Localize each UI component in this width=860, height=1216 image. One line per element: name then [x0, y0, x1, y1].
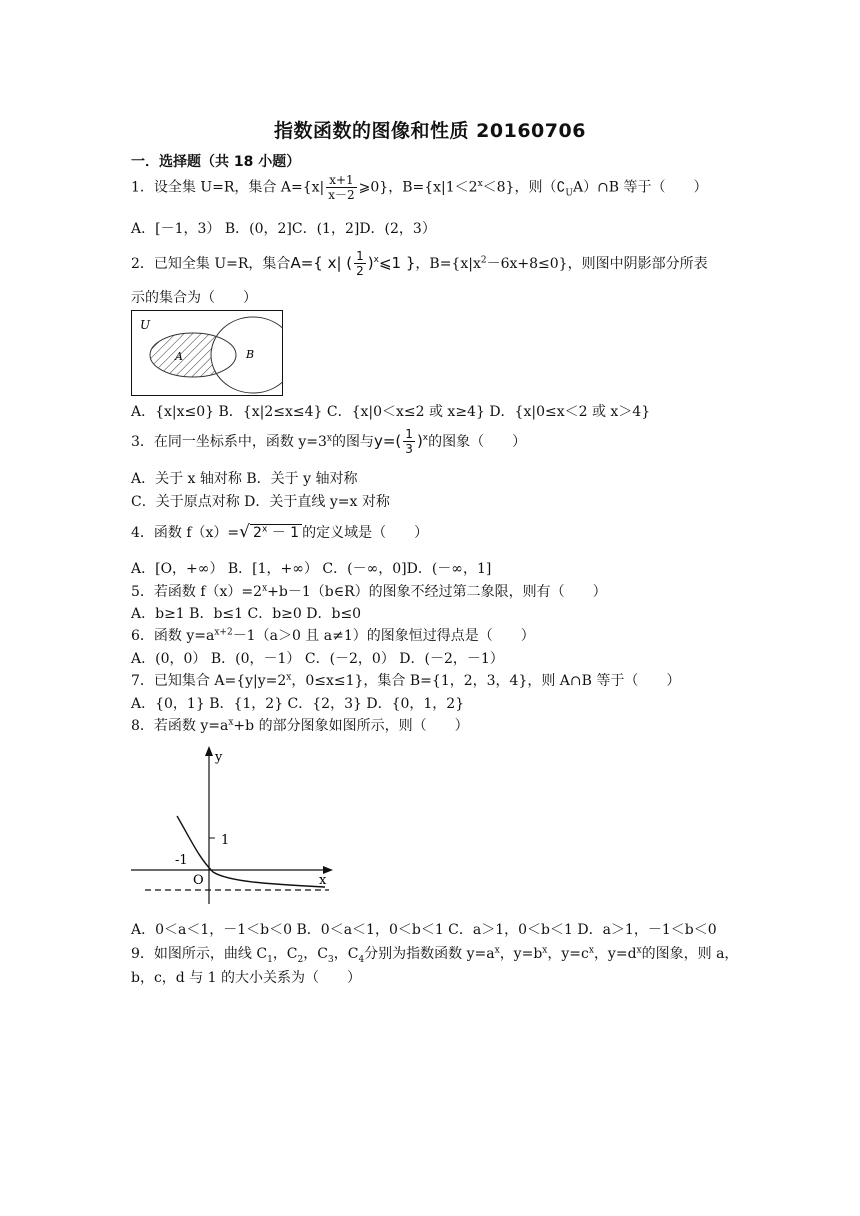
q9-sub-2: 2 — [297, 954, 304, 965]
q3-text-a: 3．在同一坐标系中，函数 y=3 — [131, 434, 327, 450]
q2-text-f: －6x+8≤0}，则图中阴影部分所表 — [486, 256, 708, 272]
q7-text-b: ，0≤x≤1}，集合 B={1，2，3，4}，则 A∩B 等于（ ） — [291, 673, 681, 689]
q2-fraction-num: 1 — [356, 249, 364, 263]
question-9 — [131, 943, 738, 965]
q1-sup: x — [477, 178, 483, 189]
q6-text-b: －1（a＞0 且 a≠1）的图象恒过得点是（ ） — [232, 628, 535, 644]
q6-text-a: 6．函数 y=a — [131, 628, 215, 644]
shaded-region — [131, 310, 283, 396]
page-title: 指数函数的图像和性质 20160706 — [274, 120, 586, 142]
q2-sup2: 2 — [480, 255, 487, 266]
q9-text-d: ，C — [333, 946, 359, 962]
q3-fraction-num: 1 — [405, 427, 413, 441]
q7-sup: x — [286, 672, 292, 683]
q1-text-d: A）∩B 等于（ ） — [572, 179, 708, 196]
q3-sup2: x — [422, 433, 429, 443]
q4-sup: x — [261, 524, 268, 535]
q3-fraction — [403, 428, 415, 455]
q5-options: A．b≥1 B．b≤1 C．b≥0 D．b≤0 — [131, 606, 362, 622]
question-7 — [131, 670, 680, 690]
q3-fraction-den: 3 — [405, 442, 413, 456]
q3-text-b: 的图与 — [331, 434, 374, 450]
section-heading: 一．选择题（共 18 小题） — [131, 154, 301, 170]
q4-rad-rest: － 1 — [267, 525, 300, 541]
q2-text-b: A={ x| ( — [290, 254, 353, 272]
q3-text-c: y=( — [373, 432, 402, 450]
q1-fraction-num: x+1 — [326, 174, 356, 188]
q2-fraction-den: 2 — [356, 264, 364, 278]
y-tick-label-1: 1 — [221, 833, 230, 848]
q3-options-1: A．关于 x 轴对称 B．关于 y 轴对称 — [131, 471, 358, 487]
q9-text-c: ，C — [303, 946, 328, 962]
q8-sup: x — [228, 717, 234, 728]
q9-sub-1: 1 — [267, 954, 273, 965]
q1-text-c: ＜8}，则（∁ — [482, 179, 566, 196]
q8-text-a: 8．若函数 y=a — [131, 718, 229, 734]
q9-text-e: 分别为指数函数 y=a — [364, 946, 495, 962]
q4-text-b: 的定义域是（ ） — [302, 525, 429, 541]
q2-continuation: 示的集合为（ ） — [131, 290, 257, 306]
q6-options: A．(0，0） B．(0，－1） C．(－2，0） D．(－2，－1） — [131, 651, 504, 667]
question-2 — [131, 250, 708, 277]
q3-text-e: 的图象（ ） — [428, 434, 527, 450]
q2-text-a: 2．已知全集 U=R，集合 — [131, 256, 291, 272]
q5-text-b: +b－1（b∈R）的图象不经过第二象限，则有（ ） — [267, 584, 607, 600]
q5-sup: x — [262, 583, 268, 594]
q8-options: A．0＜a＜1，－1＜b＜0 B．0＜a＜1，0＜b＜1 C．a＞1，0＜b＜1 D．a＞1，－1＜b＜0 — [131, 922, 717, 938]
q9-sup-4: x — [636, 945, 642, 956]
q2-set-expression — [290, 249, 416, 278]
q9-sup-1: x — [494, 945, 500, 956]
q9-text-a: 9．如图所示，曲线 C — [131, 946, 268, 962]
q9-sub-4: 4 — [358, 954, 365, 965]
q2-options: A．{x|x≤0} B．{x|2≤x≤4} C．{x|0＜x≤2 或 x≥4} D．{x|0≤x＜2 或 x＞4} — [131, 404, 651, 420]
q9-continuation: b，c，d 与 1 的大小关系为（ ） — [131, 970, 362, 986]
x-tick-label-neg1: -1 — [175, 853, 188, 868]
question-1 — [131, 174, 708, 201]
question-8 — [131, 715, 469, 735]
q2-sup: x — [373, 255, 379, 265]
question-4 — [131, 522, 428, 542]
question-5 — [131, 581, 607, 601]
q2-fraction — [354, 250, 366, 277]
q3-expression — [373, 427, 429, 456]
q2-text-c: ) — [367, 254, 374, 272]
q4-text-a: 4．函数 f（x）= — [131, 525, 240, 541]
origin-label: O — [193, 873, 204, 888]
q2-text-e: ，B={x|x — [415, 256, 481, 272]
question-6 — [131, 625, 535, 645]
q9-sup-3: x — [588, 945, 594, 956]
q9-text-i: 的图象，则 a， — [641, 946, 739, 962]
venn-label-u: U — [140, 318, 151, 332]
sqrt-sign: √ — [239, 522, 251, 542]
q1-text-b: ⩾0}，B={x|1＜2 — [358, 179, 478, 196]
venn-label-a: A — [175, 350, 183, 363]
venn-label-b: B — [246, 348, 255, 361]
q4-radicand — [250, 524, 302, 541]
function-graph — [129, 744, 334, 910]
q9-text-b: ，C — [272, 946, 298, 962]
q2-text-d: ⩽1 } — [378, 254, 416, 272]
y-axis-arrow — [205, 746, 213, 756]
q4-rad-base: 2 — [253, 525, 262, 541]
q6-sup: x+2 — [214, 627, 233, 638]
q9-sup-2: x — [542, 945, 548, 956]
q8-text-b: +b 的部分图象如图所示，则（ ） — [233, 718, 469, 734]
q3-options-2: C．关于原点对称 D．关于直线 y=x 对称 — [131, 494, 390, 510]
y-axis-label: y — [215, 750, 223, 765]
x-axis-label: x — [319, 873, 327, 888]
q1-fraction-den: x－2 — [328, 188, 355, 202]
venn-diagram — [131, 310, 283, 396]
question-3 — [131, 428, 526, 455]
q3-text-d: ) — [416, 432, 423, 450]
q9-text-g: ，y=c — [547, 946, 589, 962]
q1-sub: U — [565, 188, 573, 199]
q1-fraction — [326, 174, 356, 201]
q9-sub-3: 3 — [327, 954, 334, 965]
q7-options: A．{0，1} B．{1，2} C．{2，3} D．{0，1，2} — [131, 696, 465, 712]
q7-text-a: 7．已知集合 A={y|y=2 — [131, 673, 287, 689]
q3-sup: x — [326, 433, 332, 444]
q4-options: A．[O，+∞） B．[1，+∞） C．(－∞，0]D．(－∞，1] — [131, 561, 492, 577]
q1-options: A．[－1，3） B．(0，2]C．(1，2]D．(2，3） — [131, 221, 436, 237]
q9-text-h: ，y=d — [593, 946, 637, 962]
q1-text-a: 1．设全集 U=R，集合 A={x| — [131, 179, 325, 196]
q9-text-f: ，y=b — [499, 946, 543, 962]
q5-text-a: 5．若函数 f（x）=2 — [131, 584, 263, 600]
